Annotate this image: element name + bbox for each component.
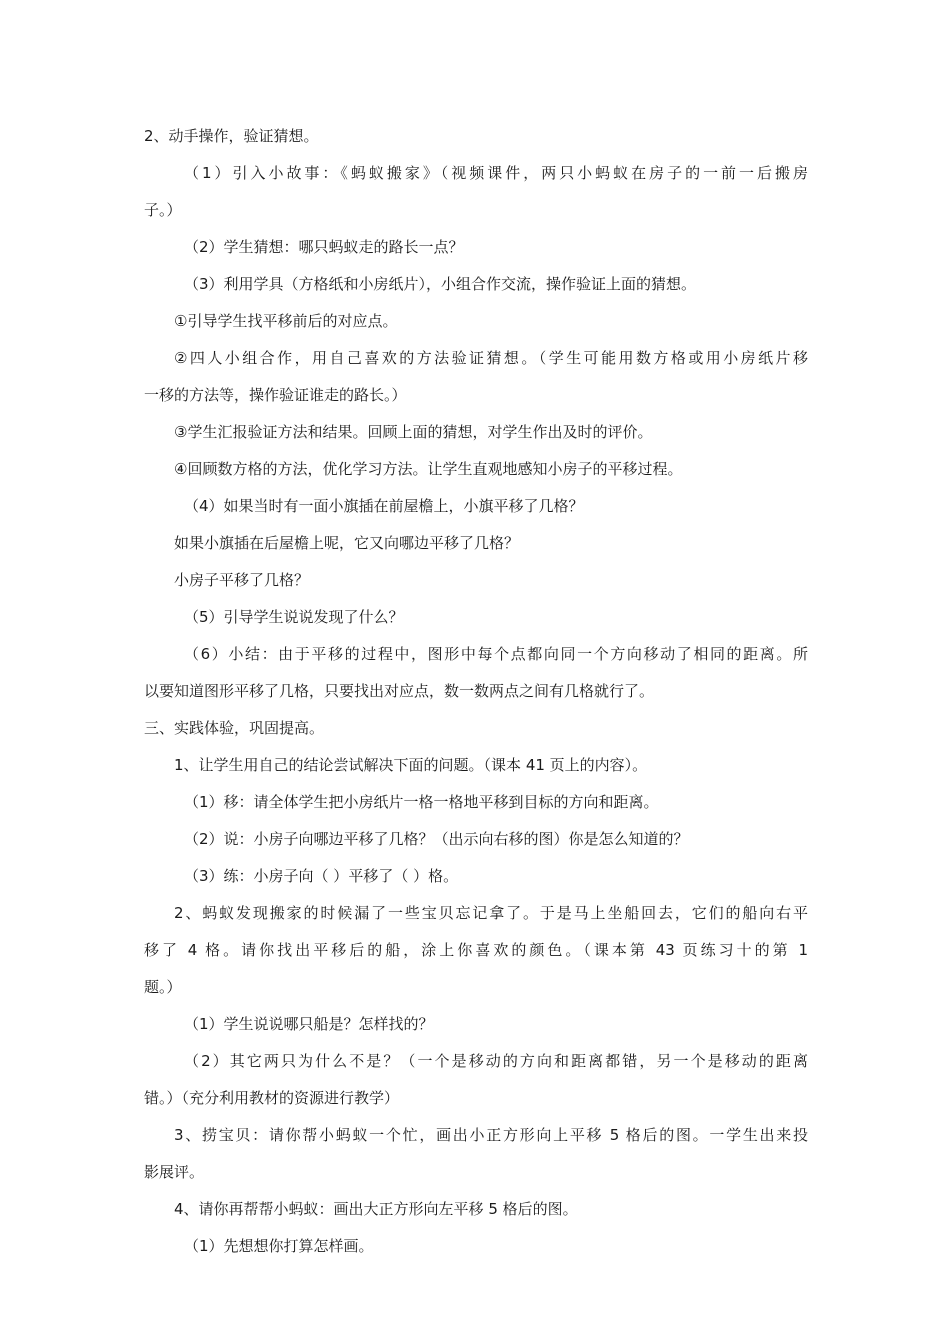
text-line: 2、动手操作，验证猜想。 bbox=[144, 127, 319, 145]
text-line: 4、请你再帮帮小蚂蚁：画出大正方形向左平移 5 格后的图。 bbox=[174, 1200, 578, 1218]
text-line: 一移的方法等，操作验证谁走的路长。） bbox=[144, 386, 407, 404]
text-line: （1）先想想你打算怎样画。 bbox=[184, 1237, 374, 1255]
text-line: 3、捞宝贝：请你帮小蚂蚁一个忙，画出小正方形向上平移 5 格后的图。一学生出来投 bbox=[174, 1126, 808, 1144]
text-line: 影展评。 bbox=[144, 1163, 205, 1181]
text-line: 以要知道图形平移了几格，只要找出对应点，数一数两点之间有几格就行了。 bbox=[144, 682, 655, 700]
text-line: 子。） bbox=[144, 201, 182, 219]
text-line: （1）学生说说哪只船是？怎样找的？ bbox=[184, 1015, 434, 1033]
text-line: （5）引导学生说说发现了什么？ bbox=[184, 608, 404, 626]
text-line: ①引导学生找平移前后的对应点。 bbox=[174, 312, 398, 330]
text-line: （1）移：请全体学生把小房纸片一格一格地平移到目标的方向和距离。 bbox=[184, 793, 659, 811]
text-line: （1）引入小故事：《蚂蚁搬家》（视频课件，两只小蚂蚁在房子的一前一后搬房 bbox=[184, 164, 808, 182]
text-line: 小房子平移了几格？ bbox=[174, 571, 310, 589]
text-line: 错。）（充分利用教材的资源进行教学） bbox=[144, 1089, 400, 1107]
text-line: 题。） bbox=[144, 978, 182, 996]
text-line: 如果小旗插在后屋檐上呢，它又向哪边平移了几格？ bbox=[174, 534, 520, 552]
text-line: ④回顾数方格的方法，优化学习方法。让学生直观地感知小房子的平移过程。 bbox=[174, 460, 683, 478]
text-line: （2）其它两只为什么不是？（一个是移动的方向和距离都错，另一个是移动的距离 bbox=[184, 1052, 808, 1070]
text-line: 移了 4 格。请你找出平移后的船，涂上你喜欢的颜色。（课本第 43 页练习十的第 1 bbox=[144, 941, 808, 959]
document-body bbox=[144, 118, 808, 1265]
text-line: ③学生汇报验证方法和结果。回顾上面的猜想，对学生作出及时的评价。 bbox=[174, 423, 653, 441]
text-line: （3）利用学具（方格纸和小房纸片），小组合作交流，操作验证上面的猜想。 bbox=[184, 275, 697, 293]
text-line: （3）练：小房子向（ ）平移了（ ）格。 bbox=[184, 867, 459, 885]
text-line: （2）学生猜想：哪只蚂蚁走的路长一点？ bbox=[184, 238, 464, 256]
text-line: 2、蚂蚁发现搬家的时候漏了一些宝贝忘记拿了。于是马上坐船回去，它们的船向右平 bbox=[174, 904, 808, 922]
text-line: （6）小结：由于平移的过程中，图形中每个点都向同一个方向移动了相同的距离。所 bbox=[184, 645, 808, 663]
text-line: （2）说：小房子向哪边平移了几格？（出示向右移的图）你是怎么知道的？ bbox=[184, 830, 689, 848]
section-heading: 三、实践体验，巩固提高。 bbox=[144, 719, 325, 737]
text-line: 1、让学生用自己的结论尝试解决下面的问题。（课本 41 页上的内容）。 bbox=[174, 756, 648, 774]
text-line: （4）如果当时有一面小旗插在前屋檐上，小旗平移了几格？ bbox=[184, 497, 584, 515]
text-line: ②四人小组合作，用自己喜欢的方法验证猜想。（学生可能用数方格或用小房纸片移 bbox=[174, 349, 808, 367]
